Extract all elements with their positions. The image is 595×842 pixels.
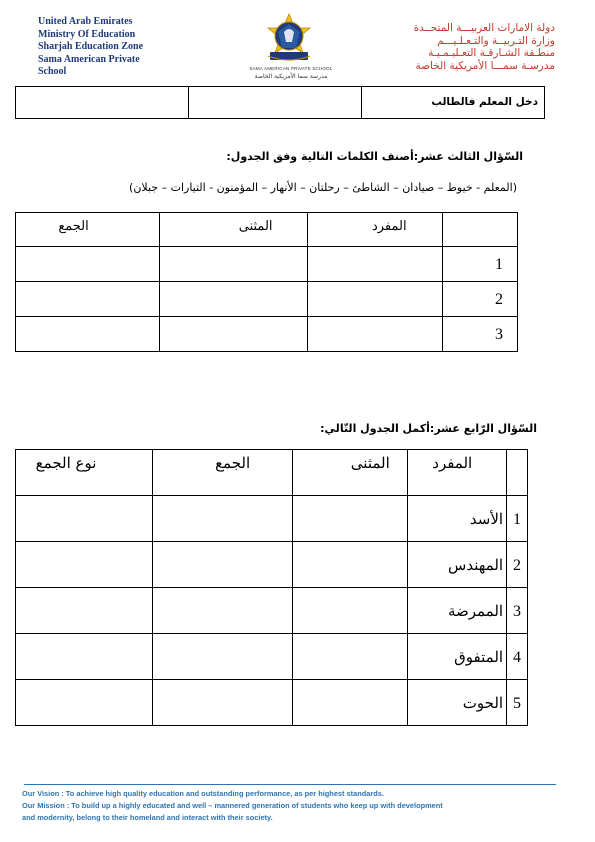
singular-word: الممرضة (408, 588, 507, 634)
row-number: 1 (507, 496, 528, 542)
answer-cell[interactable] (16, 282, 160, 317)
singular-word: المهندس (408, 542, 507, 588)
table-row (16, 247, 518, 282)
singular-word: الحوت (408, 680, 507, 726)
header-ar-line: وزارة التـربيــة والتـعـلـيـــم (437, 34, 555, 47)
answer-cell[interactable] (16, 247, 160, 282)
answer-cell[interactable] (293, 588, 408, 634)
answer-cell[interactable] (16, 542, 153, 588)
header-en-line: Sharjah Education Zone (38, 41, 144, 52)
header-en-line: Sama American Private (38, 53, 140, 65)
answer-cell[interactable] (308, 317, 443, 352)
top-label-text: دخل المعلم فالطالب (431, 96, 538, 108)
row-number: 2 (443, 282, 518, 317)
header-ar-line: مدرسـة سمـــا الأمريكية الخاصة (415, 59, 555, 72)
row-number: 2 (507, 542, 528, 588)
top-cell-middle[interactable] (189, 87, 362, 119)
header-en-line: Ministry Of Education (38, 28, 136, 40)
answer-cell[interactable] (153, 588, 293, 634)
row-number: 3 (507, 588, 528, 634)
answer-cell[interactable] (16, 680, 153, 726)
answer-cell[interactable] (153, 680, 293, 726)
question13-words: (المعلم - خيوط – صيادان – الشاطئ – رحلتان – الأنهار – المؤمنون - التيارات – جبلان) (129, 181, 517, 194)
q14-header-plural-type: نوع الجمع (16, 450, 153, 496)
answer-cell[interactable] (16, 588, 153, 634)
q13-header-plural: الجمع (16, 213, 160, 247)
question13-title: السّؤال الثالث عشر:أصنف الكلمات التالية وفق الجدول: (226, 150, 523, 163)
table-row (16, 680, 528, 726)
mission-statement-cont: and modernity, belong to their homeland and interact with their society. (22, 813, 273, 822)
answer-cell[interactable] (153, 542, 293, 588)
answer-cell[interactable] (153, 634, 293, 680)
mission-statement: Our Mission : To build up a highly educated and well – mannered generation of students who keep up with development (22, 801, 443, 810)
q13-header-empty (443, 213, 518, 247)
vision-statement: Our Vision : To achieve high quality education and outstanding performance, as per highest standards. (22, 789, 384, 798)
header-en-line: School (38, 66, 67, 77)
table-row (16, 634, 528, 680)
answer-cell[interactable] (16, 317, 160, 352)
table-row (16, 542, 528, 588)
q14-header-dual: المثنى (293, 450, 408, 496)
footer (22, 788, 562, 824)
q13-header-dual: المثنى (160, 213, 308, 247)
answer-cell[interactable] (160, 282, 308, 317)
answer-cell[interactable] (160, 317, 308, 352)
table-row (16, 317, 518, 352)
answer-cell[interactable] (293, 496, 408, 542)
row-number: 1 (443, 247, 518, 282)
answer-cell[interactable] (16, 634, 153, 680)
answer-cell[interactable] (160, 247, 308, 282)
table-row (16, 282, 518, 317)
answer-cell[interactable] (308, 282, 443, 317)
school-name-arabic (414, 22, 555, 72)
answer-cell[interactable] (293, 634, 408, 680)
top-cell-label (362, 87, 545, 119)
table-row (16, 588, 528, 634)
header-ar-line: منطـقة الشـارقـة التعـليـمـيـة (428, 47, 555, 59)
question13-table (15, 212, 518, 352)
top-info-table (15, 86, 545, 119)
table-row (16, 496, 528, 542)
header-en-line: United Arab Emirates (38, 16, 133, 27)
answer-cell[interactable] (293, 542, 408, 588)
row-number: 3 (443, 317, 518, 352)
row-number: 5 (507, 680, 528, 726)
q14-header-singular: المفرد (408, 450, 507, 496)
header-ar-line: دولة الامارات العربيـــة المتحــدة (413, 22, 555, 34)
answer-cell[interactable] (153, 496, 293, 542)
q14-header-num (507, 450, 528, 496)
answer-cell[interactable] (308, 247, 443, 282)
top-cell-left[interactable] (16, 87, 189, 119)
logo-caption-arabic: مدرسة سما الأمريكية الخاصة (254, 73, 328, 80)
question14-table (15, 449, 528, 726)
school-name-english (38, 16, 143, 79)
footer-divider (24, 784, 556, 785)
logo-caption-english: SAMA AMERICAN PRIVATE SCHOOL (249, 66, 333, 71)
row-number: 4 (507, 634, 528, 680)
singular-word: الأسد (408, 496, 507, 542)
question14-title: السّؤال الرّابع عشر:أكمل الجدول التّالي: (320, 422, 537, 435)
q13-header-singular: المفرد (308, 213, 443, 247)
singular-word: المتفوق (408, 634, 507, 680)
answer-cell[interactable] (16, 496, 153, 542)
q14-header-plural: الجمع (153, 450, 293, 496)
answer-cell[interactable] (293, 680, 408, 726)
